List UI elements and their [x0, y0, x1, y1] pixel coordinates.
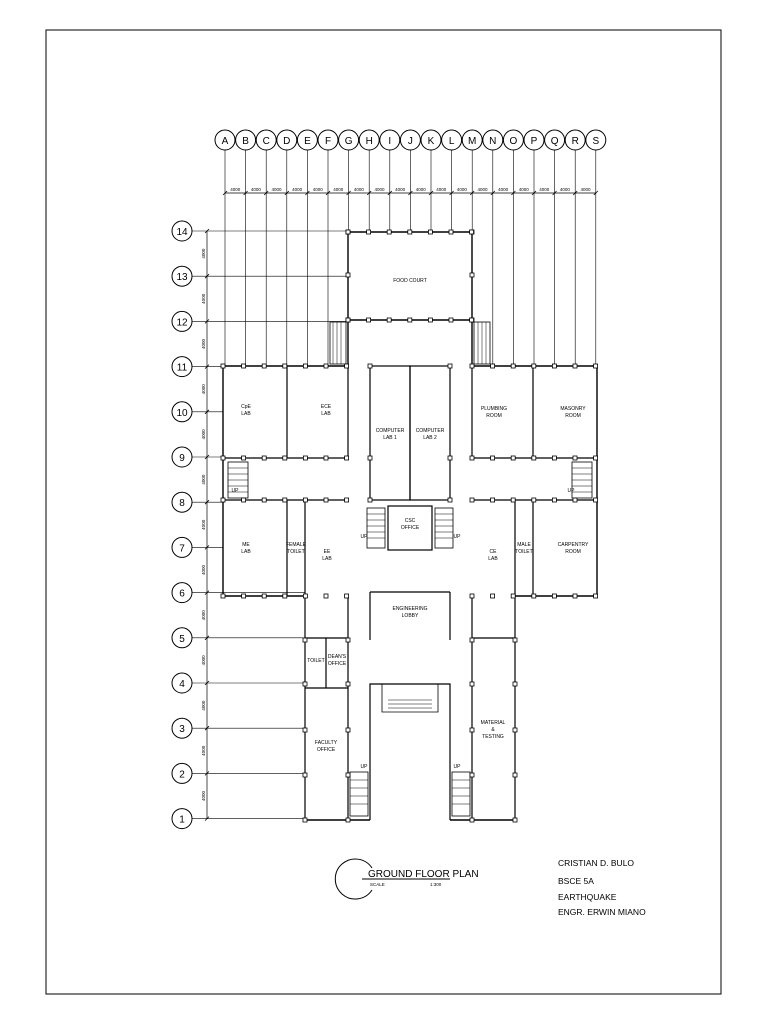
structural-column — [367, 318, 371, 322]
column-label: D — [283, 136, 291, 147]
structural-column — [513, 773, 517, 777]
structural-column — [262, 594, 266, 598]
structural-column — [262, 364, 266, 368]
column-label: I — [388, 136, 392, 147]
structural-column — [513, 728, 517, 732]
structural-column — [513, 682, 517, 686]
structural-column — [346, 682, 350, 686]
stair-up-label: UP — [567, 488, 575, 494]
structural-column — [346, 773, 350, 777]
structural-column — [346, 318, 350, 322]
author-instructor: ENGR. ERWIN MIANO — [558, 907, 646, 917]
stair-up-label: UP — [360, 764, 368, 770]
computer-lab-2-label: LAB 2 — [423, 435, 437, 441]
author-name: CRISTIAN D. BULO — [558, 858, 635, 868]
row-label: 11 — [176, 362, 188, 374]
column-label: M — [468, 136, 477, 147]
structural-column — [470, 318, 474, 322]
row-spacing-label: 4000 — [201, 700, 206, 711]
structural-column — [346, 273, 350, 277]
row-spacing-label: 4000 — [201, 474, 206, 485]
column-spacing-label: 4000 — [580, 187, 591, 192]
structural-column — [387, 318, 391, 322]
column-spacing-label: 4000 — [559, 187, 570, 192]
material-testing-label: MATERIAL — [480, 720, 506, 726]
cpe-lab-label: LAB — [241, 411, 251, 417]
structural-column — [573, 364, 577, 368]
structural-column — [470, 638, 474, 642]
structural-column — [221, 456, 225, 460]
material-testing-label: TESTING — [482, 734, 504, 740]
row-spacing-label: 4000 — [201, 293, 206, 304]
row-label: 3 — [179, 724, 185, 736]
row-label: 5 — [179, 633, 185, 645]
food-court-label: FOOD COURT — [393, 278, 427, 284]
column-spacing-label: 4000 — [436, 187, 447, 192]
stair-up-label: UP — [453, 534, 461, 540]
csc-office-label: OFFICE — [400, 525, 420, 531]
structural-column — [242, 364, 246, 368]
deans-office-label: OFFICE — [327, 661, 347, 667]
structural-column — [448, 498, 452, 502]
structural-column — [346, 638, 350, 642]
structural-column — [594, 456, 598, 460]
structural-column — [513, 638, 517, 642]
structural-column — [532, 498, 536, 502]
structural-column — [449, 230, 453, 234]
structural-column — [491, 498, 495, 502]
structural-column — [324, 456, 328, 460]
structural-column — [368, 456, 372, 460]
row-spacing-label: 4000 — [201, 655, 206, 666]
structural-column — [552, 594, 556, 598]
column-label: O — [509, 136, 518, 147]
structural-column — [346, 818, 350, 822]
column-label: L — [448, 136, 455, 147]
structural-column — [552, 364, 556, 368]
structural-column — [242, 498, 246, 502]
structural-column — [428, 318, 432, 322]
ece-lab-label: ECE — [320, 404, 332, 410]
sheet-border — [46, 30, 721, 994]
structural-column — [532, 594, 536, 598]
structural-column — [303, 498, 307, 502]
stair-lower-left — [350, 772, 368, 816]
row-label: 14 — [176, 227, 188, 238]
structural-column — [283, 594, 287, 598]
structural-column — [470, 498, 474, 502]
male-toilet-label: TOILET — [515, 549, 533, 555]
structural-column — [324, 364, 328, 368]
title-block — [335, 859, 478, 899]
structural-column — [491, 594, 495, 598]
structural-column — [448, 456, 452, 460]
ce-lab-label: LAB — [488, 556, 498, 562]
material-testing-label: & — [491, 727, 495, 733]
female-toilet-label: FEMALE — [285, 542, 307, 548]
structural-column — [428, 230, 432, 234]
row-spacing-label: 4000 — [201, 248, 206, 259]
structural-column — [552, 498, 556, 502]
column-label: J — [407, 136, 413, 147]
structural-column — [573, 594, 577, 598]
structural-column — [594, 498, 598, 502]
structural-column — [346, 230, 350, 234]
column-label: E — [304, 136, 311, 147]
structural-column — [303, 594, 307, 598]
masonry-room-label: ROOM — [565, 413, 581, 419]
structural-column — [491, 456, 495, 460]
computer-lab-1-label: COMPUTER — [375, 428, 405, 434]
male-toilet-label: MALE — [517, 542, 531, 548]
column-spacing-label: 4000 — [415, 187, 426, 192]
stair-up-label: UP — [231, 488, 239, 494]
column-label: K — [427, 136, 435, 147]
cpe-lab-label: CpE — [241, 404, 251, 410]
column-spacing-label: 4000 — [230, 187, 241, 192]
female-toilet-label: TOILET — [287, 549, 305, 555]
structural-column — [573, 498, 577, 502]
column-spacing-label: 4000 — [395, 187, 406, 192]
column-spacing-label: 4000 — [539, 187, 550, 192]
carpentry-room-label: ROOM — [565, 549, 581, 555]
column-label: H — [365, 136, 373, 147]
faculty-office-label: FACULTY — [314, 740, 338, 746]
row-spacing-label: 4000 — [201, 429, 206, 440]
structural-column — [573, 456, 577, 460]
me-lab-label: ME — [242, 542, 250, 548]
structural-column — [491, 364, 495, 368]
structural-column — [262, 498, 266, 502]
structural-column — [221, 498, 225, 502]
plan-title: GROUND FLOOR PLAN — [368, 869, 479, 880]
csc-office-label: CSC — [404, 518, 416, 524]
structural-column — [262, 456, 266, 460]
row-label: 8 — [179, 498, 185, 510]
engineering-lobby-label: ENGINEERING — [392, 606, 428, 612]
column-spacing-label: 4000 — [456, 187, 467, 192]
structural-column — [470, 273, 474, 277]
structural-column — [513, 818, 517, 822]
food-court-outline — [348, 232, 472, 364]
column-spacing-label: 4000 — [374, 187, 385, 192]
engineering-lobby-label: LOBBY — [401, 613, 419, 619]
structural-column — [221, 364, 225, 368]
row-grid — [172, 221, 348, 829]
row-label: 9 — [179, 453, 185, 464]
stair-up-label: UP — [360, 534, 368, 540]
structural-column — [283, 364, 287, 368]
row-spacing-label: 4000 — [201, 790, 206, 802]
structural-column — [470, 456, 474, 460]
scale-value: 1:300 — [430, 882, 442, 887]
structural-column — [594, 594, 598, 598]
structural-column — [303, 728, 307, 732]
structural-column — [345, 456, 349, 460]
structural-column — [303, 818, 307, 822]
structural-column — [283, 456, 287, 460]
computer-lab-1-label: LAB 1 — [383, 435, 397, 441]
structural-column — [552, 456, 556, 460]
structural-column — [594, 364, 598, 368]
room-labels — [232, 278, 590, 770]
ce-lab-label: CE — [489, 549, 497, 555]
structural-column — [303, 456, 307, 460]
structural-column — [470, 594, 474, 598]
author-section: BSCE 5A — [558, 876, 594, 886]
structural-column — [368, 364, 372, 368]
row-spacing-label: 4000 — [201, 384, 206, 395]
row-label: 10 — [176, 407, 188, 419]
row-label: 1 — [179, 814, 185, 826]
ee-lab-label: EE — [323, 549, 331, 555]
structural-column — [345, 498, 349, 502]
ee-lab-label: LAB — [322, 556, 332, 562]
computer-lab-2-label: COMPUTER — [415, 428, 445, 434]
column-label: A — [221, 136, 229, 147]
structural-column — [324, 594, 328, 598]
scale-label: SCALE — [370, 882, 385, 887]
column-grid — [215, 130, 606, 366]
structural-column — [345, 594, 349, 598]
column-label: R — [571, 136, 579, 147]
column-label: N — [489, 136, 497, 147]
stair-up-label: UP — [453, 764, 461, 770]
row-spacing-label: 4000 — [201, 610, 206, 621]
structural-column — [511, 364, 515, 368]
structural-column — [511, 594, 515, 598]
structural-column — [511, 498, 515, 502]
structural-column — [470, 682, 474, 686]
faculty-office-label: OFFICE — [316, 747, 336, 753]
structural-column — [368, 498, 372, 502]
structural-column — [242, 594, 246, 598]
row-label: 2 — [179, 769, 185, 781]
structural-column — [387, 230, 391, 234]
column-spacing-label: 4000 — [477, 187, 488, 192]
column-label: Q — [550, 136, 559, 147]
structural-column — [511, 456, 515, 460]
structural-column — [470, 364, 474, 368]
me-lab-label: LAB — [241, 549, 251, 555]
column-spacing-label: 4000 — [271, 187, 282, 192]
column-label: P — [530, 136, 538, 147]
row-spacing-label: 4000 — [201, 745, 206, 756]
structural-column — [303, 773, 307, 777]
carpentry-room-label: CARPENTRY — [557, 542, 589, 548]
structural-column — [532, 456, 536, 460]
structural-column — [345, 364, 349, 368]
plumbing-room-label: PLUMBING — [480, 406, 508, 412]
row-label: 12 — [176, 317, 188, 329]
row-label: 6 — [179, 588, 185, 600]
structural-column — [367, 230, 371, 234]
author-block — [558, 858, 646, 917]
structural-column — [303, 638, 307, 642]
structural-column — [346, 728, 350, 732]
row-spacing-label: 4000 — [201, 519, 206, 530]
stair-lower-right — [452, 772, 470, 816]
structural-column — [408, 318, 412, 322]
structural-column — [470, 728, 474, 732]
structural-column — [470, 773, 474, 777]
row-label: 4 — [179, 679, 185, 690]
structural-column — [408, 230, 412, 234]
structural-column — [470, 230, 474, 234]
structural-column — [303, 364, 307, 368]
structural-column — [324, 498, 328, 502]
row-label: 13 — [176, 272, 188, 284]
column-spacing-label: 4000 — [353, 187, 364, 192]
row-spacing-label: 4000 — [201, 564, 206, 576]
column-spacing-label: 4000 — [518, 187, 529, 192]
structural-column — [221, 594, 225, 598]
column-spacing-label: 4000 — [333, 187, 344, 192]
structural-column — [449, 318, 453, 322]
column-spacing-label: 4000 — [498, 187, 509, 192]
column-spacing-label: 4000 — [250, 187, 261, 192]
column-spacing-label: 4000 — [312, 187, 323, 192]
column-label: F — [324, 136, 332, 147]
structural-column — [470, 818, 474, 822]
structural-column — [448, 364, 452, 368]
plumbing-room-label: ROOM — [486, 413, 502, 419]
stair-left-upper — [330, 322, 346, 364]
column-label: C — [262, 136, 270, 147]
author-subject: EARTHQUAKE — [558, 892, 617, 902]
structural-column — [283, 498, 287, 502]
column-spacing-label: 4000 — [292, 187, 303, 192]
row-label: 7 — [179, 543, 185, 555]
masonry-room-label: MASONRY — [560, 406, 586, 412]
toilet-label: TOILET — [307, 658, 325, 664]
structural-column — [303, 682, 307, 686]
column-label: G — [344, 136, 353, 147]
row-spacing-label: 4000 — [201, 338, 206, 350]
ece-lab-label: LAB — [321, 411, 331, 417]
column-label: S — [592, 136, 600, 147]
column-label: B — [242, 136, 249, 147]
structural-column — [532, 364, 536, 368]
deans-office-label: DEAN'S — [327, 654, 347, 660]
structural-column — [242, 456, 246, 460]
